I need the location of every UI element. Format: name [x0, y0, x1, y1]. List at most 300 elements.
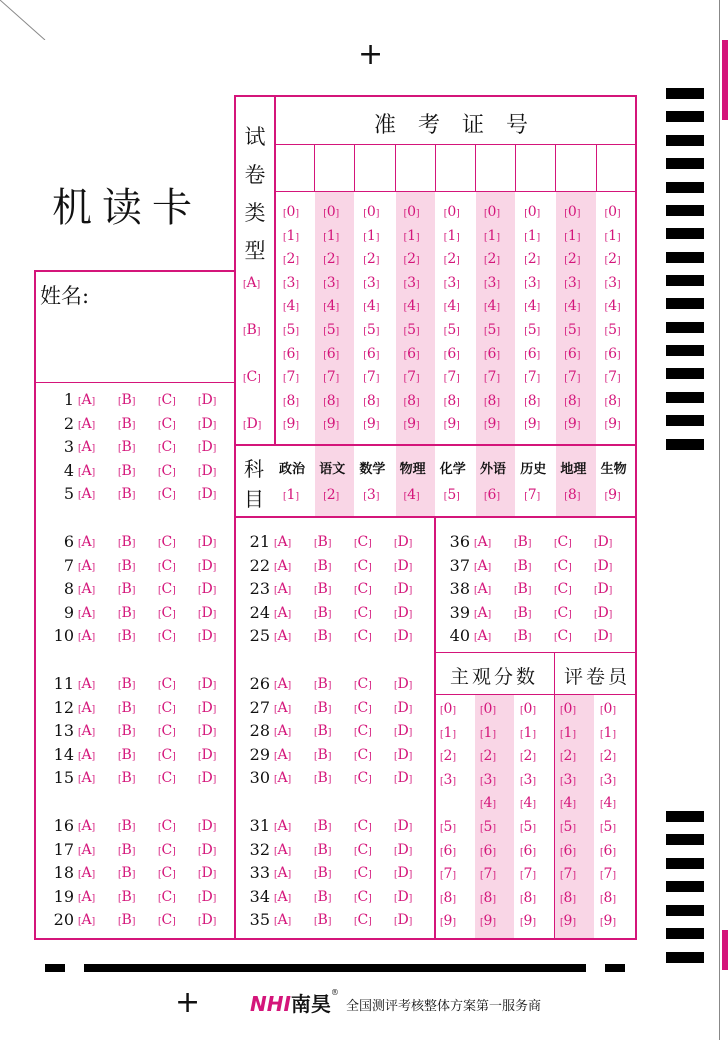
q8-option-B[interactable]	[118, 580, 135, 600]
q31-option-A[interactable]	[274, 817, 291, 837]
grader-bubble-c2-2[interactable]	[600, 747, 616, 767]
q14-option-D[interactable]	[198, 746, 216, 766]
grader-bubble-c1-5[interactable]	[560, 818, 576, 838]
examid-bubble-c9-5[interactable]	[605, 321, 621, 341]
grader-bubble-c2-7[interactable]	[600, 865, 616, 885]
examid-bubble-c4-7[interactable]	[404, 368, 420, 388]
grader-bubble-c1-7[interactable]	[560, 865, 576, 885]
score-bubble-c3-0[interactable]	[520, 700, 536, 720]
score-bubble-c1-2[interactable]	[440, 747, 456, 767]
subject-bubble-5[interactable]	[444, 486, 460, 506]
score-bubble-c2-2[interactable]	[480, 747, 496, 767]
subject-bubble-8[interactable]	[564, 486, 580, 506]
q20-option-B[interactable]	[118, 911, 135, 931]
q37-option-A[interactable]	[474, 557, 491, 577]
q40-option-A[interactable]	[474, 627, 491, 647]
subject-bubble-4[interactable]	[404, 486, 420, 506]
q30-option-C[interactable]	[354, 769, 372, 789]
q7-option-C[interactable]	[158, 557, 176, 577]
score-bubble-c1-0[interactable]	[440, 700, 456, 720]
q10-option-D[interactable]	[198, 627, 216, 647]
q14-option-A[interactable]	[78, 746, 95, 766]
q31-option-B[interactable]	[314, 817, 331, 837]
subject-bubble-3[interactable]	[363, 486, 379, 506]
examid-bubble-c6-9[interactable]	[484, 415, 500, 435]
q11-option-A[interactable]	[78, 675, 95, 695]
q29-option-C[interactable]	[354, 746, 372, 766]
q23-option-D[interactable]	[394, 580, 412, 600]
q36-option-B[interactable]	[514, 533, 531, 553]
examid-bubble-c6-5[interactable]	[484, 321, 500, 341]
score-bubble-c1-5[interactable]	[440, 818, 456, 838]
examid-bubble-c4-3[interactable]	[404, 274, 420, 294]
q32-option-C[interactable]	[354, 841, 372, 861]
q20-option-A[interactable]	[78, 911, 95, 931]
examid-bubble-c8-9[interactable]	[564, 415, 580, 435]
q10-option-A[interactable]	[78, 627, 95, 647]
q13-option-C[interactable]	[158, 722, 176, 742]
q38-option-B[interactable]	[514, 580, 531, 600]
q40-option-C[interactable]	[554, 627, 572, 647]
q12-option-D[interactable]	[198, 699, 216, 719]
q3-option-B[interactable]	[118, 438, 135, 458]
q9-option-C[interactable]	[158, 604, 176, 624]
q15-option-D[interactable]	[198, 769, 216, 789]
score-bubble-c1-8[interactable]	[440, 889, 456, 909]
examid-bubble-c9-6[interactable]	[605, 345, 621, 365]
score-bubble-c2-1[interactable]	[480, 724, 496, 744]
examid-bubble-c5-9[interactable]	[444, 415, 460, 435]
q22-option-A[interactable]	[274, 557, 291, 577]
q3-option-A[interactable]	[78, 438, 95, 458]
examid-bubble-c2-6[interactable]	[323, 345, 339, 365]
examid-bubble-c8-8[interactable]	[564, 392, 580, 412]
examid-bubble-c3-1[interactable]	[363, 227, 379, 247]
examid-bubble-c8-2[interactable]	[564, 250, 580, 270]
examid-bubble-c7-1[interactable]	[524, 227, 540, 247]
score-bubble-c1-3[interactable]	[440, 771, 456, 791]
score-bubble-c2-7[interactable]	[480, 865, 496, 885]
examid-bubble-c3-4[interactable]	[363, 297, 379, 317]
q29-option-A[interactable]	[274, 746, 291, 766]
q24-option-A[interactable]	[274, 604, 291, 624]
subject-bubble-1[interactable]	[283, 486, 299, 506]
score-bubble-c3-6[interactable]	[520, 842, 536, 862]
examid-bubble-c3-8[interactable]	[363, 392, 379, 412]
q22-option-B[interactable]	[314, 557, 331, 577]
examid-bubble-c8-1[interactable]	[564, 227, 580, 247]
q13-option-A[interactable]	[78, 722, 95, 742]
q31-option-D[interactable]	[394, 817, 412, 837]
examid-bubble-c1-4[interactable]	[283, 297, 299, 317]
examid-bubble-c8-0[interactable]	[564, 203, 580, 223]
q37-option-D[interactable]	[594, 557, 612, 577]
q8-option-C[interactable]	[158, 580, 176, 600]
examid-bubble-c4-1[interactable]	[404, 227, 420, 247]
q1-option-D[interactable]	[198, 391, 216, 411]
q1-option-C[interactable]	[158, 391, 176, 411]
score-bubble-c2-4[interactable]	[480, 794, 496, 814]
examid-bubble-c5-2[interactable]	[444, 250, 460, 270]
q20-option-D[interactable]	[198, 911, 216, 931]
q36-option-D[interactable]	[594, 533, 612, 553]
examid-bubble-c9-2[interactable]	[605, 250, 621, 270]
examid-bubble-c9-8[interactable]	[605, 392, 621, 412]
q1-option-A[interactable]	[78, 391, 95, 411]
examid-bubble-c1-0[interactable]	[283, 203, 299, 223]
q4-option-A[interactable]	[78, 462, 95, 482]
q18-option-C[interactable]	[158, 864, 176, 884]
examid-bubble-c7-4[interactable]	[524, 297, 540, 317]
score-bubble-c1-7[interactable]	[440, 865, 456, 885]
examid-bubble-c4-8[interactable]	[404, 392, 420, 412]
examid-bubble-c8-6[interactable]	[564, 345, 580, 365]
q25-option-C[interactable]	[354, 627, 372, 647]
examid-bubble-c6-6[interactable]	[484, 345, 500, 365]
grader-bubble-c1-2[interactable]	[560, 747, 576, 767]
q11-option-B[interactable]	[118, 675, 135, 695]
examid-bubble-c5-7[interactable]	[444, 368, 460, 388]
examid-bubble-c8-7[interactable]	[564, 368, 580, 388]
examid-bubble-c3-9[interactable]	[363, 415, 379, 435]
q38-option-C[interactable]	[554, 580, 572, 600]
grader-bubble-c2-6[interactable]	[600, 842, 616, 862]
q18-option-B[interactable]	[118, 864, 135, 884]
paper-type-bubble-C[interactable]	[243, 368, 261, 388]
q14-option-B[interactable]	[118, 746, 135, 766]
q19-option-C[interactable]	[158, 888, 176, 908]
q3-option-D[interactable]	[198, 438, 216, 458]
q37-option-B[interactable]	[514, 557, 531, 577]
q30-option-A[interactable]	[274, 769, 291, 789]
q6-option-B[interactable]	[118, 533, 135, 553]
examid-bubble-c7-6[interactable]	[524, 345, 540, 365]
q21-option-B[interactable]	[314, 533, 331, 553]
examid-bubble-c5-1[interactable]	[444, 227, 460, 247]
q21-option-A[interactable]	[274, 533, 291, 553]
q36-option-A[interactable]	[474, 533, 491, 553]
q1-option-B[interactable]	[118, 391, 135, 411]
examid-bubble-c6-8[interactable]	[484, 392, 500, 412]
examid-bubble-c1-5[interactable]	[283, 321, 299, 341]
q30-option-B[interactable]	[314, 769, 331, 789]
examid-bubble-c7-2[interactable]	[524, 250, 540, 270]
q5-option-B[interactable]	[118, 485, 135, 505]
examid-bubble-c3-2[interactable]	[363, 250, 379, 270]
score-bubble-c2-8[interactable]	[480, 889, 496, 909]
q7-option-B[interactable]	[118, 557, 135, 577]
q38-option-D[interactable]	[594, 580, 612, 600]
q39-option-B[interactable]	[514, 604, 531, 624]
score-bubble-c2-6[interactable]	[480, 842, 496, 862]
score-bubble-c3-9[interactable]	[520, 912, 536, 932]
q32-option-B[interactable]	[314, 841, 331, 861]
score-bubble-c2-0[interactable]	[480, 700, 496, 720]
q39-option-C[interactable]	[554, 604, 572, 624]
examid-bubble-c3-5[interactable]	[363, 321, 379, 341]
q12-option-C[interactable]	[158, 699, 176, 719]
q25-option-D[interactable]	[394, 627, 412, 647]
q17-option-D[interactable]	[198, 841, 216, 861]
q35-option-A[interactable]	[274, 911, 291, 931]
q25-option-A[interactable]	[274, 627, 291, 647]
q19-option-D[interactable]	[198, 888, 216, 908]
examid-bubble-c5-8[interactable]	[444, 392, 460, 412]
q20-option-C[interactable]	[158, 911, 176, 931]
q27-option-C[interactable]	[354, 699, 372, 719]
examid-bubble-c5-6[interactable]	[444, 345, 460, 365]
examid-bubble-c1-3[interactable]	[283, 274, 299, 294]
q6-option-D[interactable]	[198, 533, 216, 553]
q35-option-B[interactable]	[314, 911, 331, 931]
q19-option-A[interactable]	[78, 888, 95, 908]
q23-option-A[interactable]	[274, 580, 291, 600]
q6-option-C[interactable]	[158, 533, 176, 553]
score-bubble-c1-9[interactable]	[440, 912, 456, 932]
examid-bubble-c3-6[interactable]	[363, 345, 379, 365]
q8-option-A[interactable]	[78, 580, 95, 600]
q30-option-D[interactable]	[394, 769, 412, 789]
q36-option-C[interactable]	[554, 533, 572, 553]
examid-bubble-c5-4[interactable]	[444, 297, 460, 317]
examid-bubble-c9-9[interactable]	[605, 415, 621, 435]
q17-option-B[interactable]	[118, 841, 135, 861]
q7-option-A[interactable]	[78, 557, 95, 577]
score-bubble-c1-6[interactable]	[440, 842, 456, 862]
q22-option-D[interactable]	[394, 557, 412, 577]
q16-option-C[interactable]	[158, 817, 176, 837]
examid-bubble-c3-7[interactable]	[363, 368, 379, 388]
q17-option-A[interactable]	[78, 841, 95, 861]
q33-option-B[interactable]	[314, 864, 331, 884]
q2-option-C[interactable]	[158, 415, 176, 435]
score-bubble-c3-3[interactable]	[520, 771, 536, 791]
examid-bubble-c2-5[interactable]	[323, 321, 339, 341]
q40-option-B[interactable]	[514, 627, 531, 647]
paper-type-bubble-D[interactable]	[243, 415, 261, 435]
q22-option-C[interactable]	[354, 557, 372, 577]
q6-option-A[interactable]	[78, 533, 95, 553]
q33-option-C[interactable]	[354, 864, 372, 884]
examid-bubble-c7-8[interactable]	[524, 392, 540, 412]
examid-bubble-c6-2[interactable]	[484, 250, 500, 270]
examid-bubble-c6-4[interactable]	[484, 297, 500, 317]
q26-option-B[interactable]	[314, 675, 331, 695]
q2-option-B[interactable]	[118, 415, 135, 435]
q23-option-C[interactable]	[354, 580, 372, 600]
q13-option-B[interactable]	[118, 722, 135, 742]
paper-type-bubble-A[interactable]	[243, 274, 260, 294]
examid-bubble-c7-0[interactable]	[524, 203, 540, 223]
q11-option-C[interactable]	[158, 675, 176, 695]
q10-option-C[interactable]	[158, 627, 176, 647]
q26-option-A[interactable]	[274, 675, 291, 695]
q18-option-A[interactable]	[78, 864, 95, 884]
score-bubble-c1-1[interactable]	[440, 724, 456, 744]
q11-option-D[interactable]	[198, 675, 216, 695]
q27-option-A[interactable]	[274, 699, 291, 719]
examid-bubble-c7-9[interactable]	[524, 415, 540, 435]
q34-option-D[interactable]	[394, 888, 412, 908]
q5-option-C[interactable]	[158, 485, 176, 505]
q33-option-A[interactable]	[274, 864, 291, 884]
q26-option-C[interactable]	[354, 675, 372, 695]
examid-bubble-c6-1[interactable]	[484, 227, 500, 247]
q27-option-B[interactable]	[314, 699, 331, 719]
q24-option-B[interactable]	[314, 604, 331, 624]
score-bubble-c3-8[interactable]	[520, 889, 536, 909]
examid-bubble-c2-1[interactable]	[323, 227, 339, 247]
grader-bubble-c1-4[interactable]	[560, 794, 576, 814]
examid-bubble-c3-3[interactable]	[363, 274, 379, 294]
examid-bubble-c2-8[interactable]	[323, 392, 339, 412]
q10-option-B[interactable]	[118, 627, 135, 647]
grader-bubble-c1-0[interactable]	[560, 700, 576, 720]
examid-bubble-c8-5[interactable]	[564, 321, 580, 341]
q37-option-C[interactable]	[554, 557, 572, 577]
q35-option-C[interactable]	[354, 911, 372, 931]
q31-option-C[interactable]	[354, 817, 372, 837]
score-bubble-c2-5[interactable]	[480, 818, 496, 838]
q21-option-D[interactable]	[394, 533, 412, 553]
examid-bubble-c2-0[interactable]	[323, 203, 339, 223]
q2-option-A[interactable]	[78, 415, 95, 435]
examid-bubble-c9-1[interactable]	[605, 227, 621, 247]
q17-option-C[interactable]	[158, 841, 176, 861]
examid-bubble-c3-0[interactable]	[363, 203, 379, 223]
q28-option-B[interactable]	[314, 722, 331, 742]
q9-option-B[interactable]	[118, 604, 135, 624]
grader-bubble-c2-8[interactable]	[600, 889, 616, 909]
examid-bubble-c7-7[interactable]	[524, 368, 540, 388]
grader-bubble-c2-9[interactable]	[600, 912, 616, 932]
examid-bubble-c6-0[interactable]	[484, 203, 500, 223]
examid-bubble-c4-5[interactable]	[404, 321, 420, 341]
examid-bubble-c1-7[interactable]	[283, 368, 299, 388]
examid-bubble-c5-5[interactable]	[444, 321, 460, 341]
q3-option-C[interactable]	[158, 438, 176, 458]
q4-option-D[interactable]	[198, 462, 216, 482]
q16-option-A[interactable]	[78, 817, 95, 837]
q34-option-C[interactable]	[354, 888, 372, 908]
score-bubble-c2-3[interactable]	[480, 771, 496, 791]
q2-option-D[interactable]	[198, 415, 216, 435]
q32-option-A[interactable]	[274, 841, 291, 861]
q29-option-D[interactable]	[394, 746, 412, 766]
examid-bubble-c1-2[interactable]	[283, 250, 299, 270]
score-bubble-c3-2[interactable]	[520, 747, 536, 767]
examid-bubble-c7-5[interactable]	[524, 321, 540, 341]
q8-option-D[interactable]	[198, 580, 216, 600]
score-bubble-c3-5[interactable]	[520, 818, 536, 838]
q35-option-D[interactable]	[394, 911, 412, 931]
examid-bubble-c4-9[interactable]	[404, 415, 420, 435]
examid-bubble-c4-4[interactable]	[404, 297, 420, 317]
score-bubble-c2-9[interactable]	[480, 912, 496, 932]
grader-bubble-c2-3[interactable]	[600, 771, 616, 791]
q25-option-B[interactable]	[314, 627, 331, 647]
grader-bubble-c1-9[interactable]	[560, 912, 576, 932]
q9-option-A[interactable]	[78, 604, 95, 624]
q15-option-A[interactable]	[78, 769, 95, 789]
grader-bubble-c1-8[interactable]	[560, 889, 576, 909]
subject-bubble-2[interactable]	[323, 486, 339, 506]
examid-bubble-c6-7[interactable]	[484, 368, 500, 388]
q28-option-D[interactable]	[394, 722, 412, 742]
score-bubble-c3-4[interactable]	[520, 794, 536, 814]
examid-bubble-c9-3[interactable]	[605, 274, 621, 294]
q39-option-A[interactable]	[474, 604, 491, 624]
examid-bubble-c8-4[interactable]	[564, 297, 580, 317]
score-bubble-c3-7[interactable]	[520, 865, 536, 885]
q24-option-C[interactable]	[354, 604, 372, 624]
examid-bubble-c5-0[interactable]	[444, 203, 460, 223]
q12-option-A[interactable]	[78, 699, 95, 719]
q5-option-D[interactable]	[198, 485, 216, 505]
examid-bubble-c4-0[interactable]	[404, 203, 420, 223]
examid-bubble-c9-0[interactable]	[605, 203, 621, 223]
examid-bubble-c9-7[interactable]	[605, 368, 621, 388]
q16-option-D[interactable]	[198, 817, 216, 837]
q7-option-D[interactable]	[198, 557, 216, 577]
examid-bubble-c2-3[interactable]	[323, 274, 339, 294]
examid-bubble-c1-6[interactable]	[283, 345, 299, 365]
examid-bubble-c2-2[interactable]	[323, 250, 339, 270]
q5-option-A[interactable]	[78, 485, 95, 505]
q13-option-D[interactable]	[198, 722, 216, 742]
q15-option-B[interactable]	[118, 769, 135, 789]
grader-bubble-c2-1[interactable]	[600, 724, 616, 744]
q21-option-C[interactable]	[354, 533, 372, 553]
examid-bubble-c1-1[interactable]	[283, 227, 299, 247]
grader-bubble-c1-6[interactable]	[560, 842, 576, 862]
subject-bubble-7[interactable]	[524, 486, 540, 506]
q4-option-B[interactable]	[118, 462, 135, 482]
examid-bubble-c8-3[interactable]	[564, 274, 580, 294]
q28-option-A[interactable]	[274, 722, 291, 742]
q34-option-B[interactable]	[314, 888, 331, 908]
examid-bubble-c5-3[interactable]	[444, 274, 460, 294]
q40-option-D[interactable]	[594, 627, 612, 647]
examid-bubble-c4-6[interactable]	[404, 345, 420, 365]
grader-bubble-c2-5[interactable]	[600, 818, 616, 838]
examid-bubble-c1-8[interactable]	[283, 392, 299, 412]
examid-bubble-c9-4[interactable]	[605, 297, 621, 317]
grader-bubble-c1-1[interactable]	[560, 724, 576, 744]
q34-option-A[interactable]	[274, 888, 291, 908]
q33-option-D[interactable]	[394, 864, 412, 884]
score-bubble-c3-1[interactable]	[520, 724, 536, 744]
examid-bubble-c6-3[interactable]	[484, 274, 500, 294]
q23-option-B[interactable]	[314, 580, 331, 600]
examid-bubble-c1-9[interactable]	[283, 415, 299, 435]
subject-bubble-6[interactable]	[484, 486, 500, 506]
q4-option-C[interactable]	[158, 462, 176, 482]
q12-option-B[interactable]	[118, 699, 135, 719]
q18-option-D[interactable]	[198, 864, 216, 884]
examid-bubble-c2-7[interactable]	[323, 368, 339, 388]
q27-option-D[interactable]	[394, 699, 412, 719]
q16-option-B[interactable]	[118, 817, 135, 837]
q28-option-C[interactable]	[354, 722, 372, 742]
q9-option-D[interactable]	[198, 604, 216, 624]
q26-option-D[interactable]	[394, 675, 412, 695]
q15-option-C[interactable]	[158, 769, 176, 789]
grader-bubble-c2-4[interactable]	[600, 794, 616, 814]
subject-bubble-9[interactable]	[605, 486, 621, 506]
q39-option-D[interactable]	[594, 604, 612, 624]
examid-bubble-c4-2[interactable]	[404, 250, 420, 270]
